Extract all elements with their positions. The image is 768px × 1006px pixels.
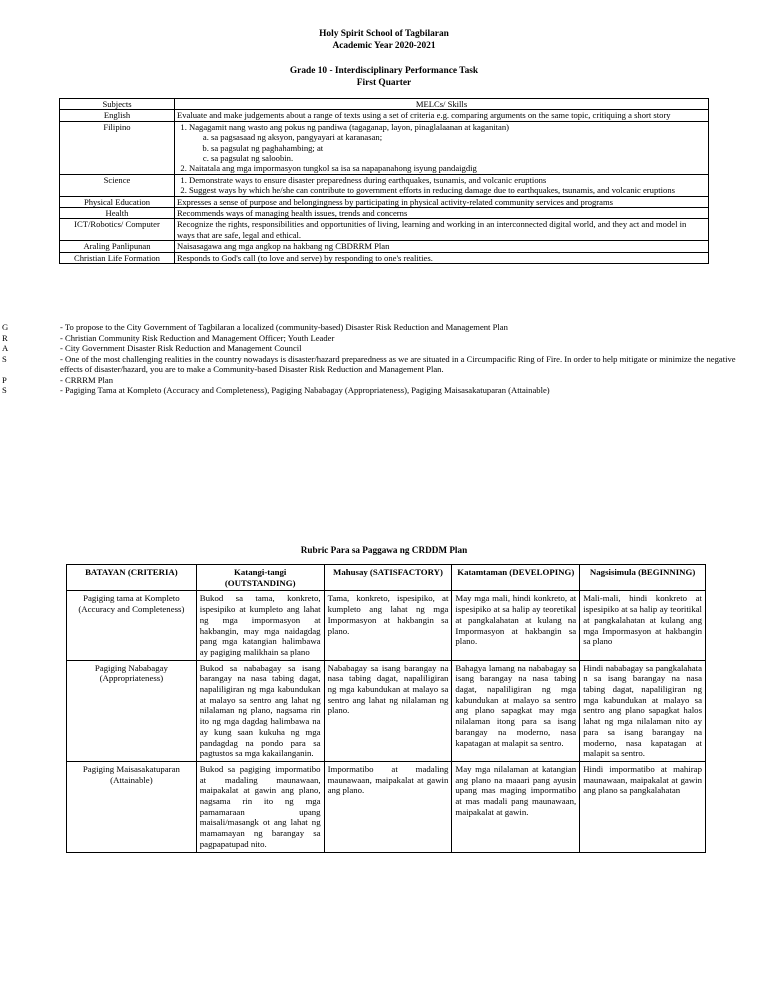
melc-text: Evaluate and make judgements about a range of texts using a set of criteria e.g. comparing arguments on the same topic, critiquing a short story bbox=[175, 110, 709, 121]
subjects-col-header: Subjects bbox=[60, 99, 175, 110]
table-row bbox=[67, 660, 706, 761]
rubric-cell-satisfactory: Impormatibo at madaling maunawaan, maipakalat at gawin ang plano. bbox=[324, 761, 452, 852]
grasps-text: - CRRRM Plan bbox=[60, 374, 114, 385]
grasps-letter: R bbox=[2, 332, 8, 343]
rubric-cell-developing: May mga mali, hindi konkreto, at ispesipiko at sa halip ay teoretikal at pangkalahatan at kulang na Impormasyon at hakbangin sa plano. bbox=[452, 591, 580, 660]
grasps-item bbox=[0, 333, 768, 344]
grasps-item bbox=[0, 354, 768, 375]
rubric-criteria: Pagiging Nababagay (Appropriateness) bbox=[67, 660, 197, 761]
rubric-criteria: Pagiging Maisasakatuparan (Attainable) bbox=[67, 761, 197, 852]
list-item: a. sa pagsasaad ng aksyon, pangyayari at karanasan; bbox=[211, 132, 706, 142]
subject-name: ICT/Robotics/ Computer bbox=[60, 219, 175, 241]
rubric-cell-outstanding: Bukod sa nababagay sa isang barangay na nasa tabing dagat, napaliligiran ng mga kabundukan at malayo sa sentro ang lahat ng nilalaman ng plano, nagsama rin ito ng mga dagdag halimbawa na ay kung saan kukuha ng mga pandagdag na pondo para sa pagtustos sa mga kakailanganin. bbox=[196, 660, 324, 761]
quarter: First Quarter bbox=[356, 78, 412, 88]
rubric-cell-outstanding: Bukod sa pagiging impormatibo at madaling maunawaan, maipakalat at gawin ang plano, nagsama rin ito ng mga pamamaraan upang maisali/masangk ot ang lahat ng mamamayan ng barangay sa pagpapatupad nito. bbox=[196, 761, 324, 852]
grasps-text: - One of the most challenging realities in the country nowadays is disaster/hazard preparedness as we are situated in a Circumpacific Ring of Fire. In order to help mitigate or minimize the negative effects of disaster/hazard, you are to make a Community-based Disaster Risk Reduction and Management Plan. bbox=[60, 353, 736, 374]
rubric-cell-beginning: Mali-mali, hindi konkreto at ispesipiko at sa halip ay teoritikal at pangkalahatan at kulang ang mga Impormasyon at hakbangin sa plano bbox=[580, 591, 706, 660]
grasps-item bbox=[0, 343, 768, 354]
melc-text: Naisasagawa ang mga angkop na hakbang ng CBDRRM Plan bbox=[175, 241, 709, 252]
subject-name: Araling Panlipunan bbox=[60, 241, 175, 252]
table-row bbox=[67, 761, 706, 852]
melc-list bbox=[175, 174, 709, 196]
rubric-cell-outstanding: Bukod sa tama, konkreto, ispesipiko at kumpleto ang lahat ng mga impormasyon at hakbangin, may mga naidagdag pang mga katangian halimbawa ay pagiging malikhain sa plano bbox=[196, 591, 324, 660]
grasps-list bbox=[0, 322, 768, 396]
rubric-col-header: Katamtaman (DEVELOPING) bbox=[452, 565, 580, 591]
melc-text: Expresses a sense of purpose and belongingness by participating in physical activity-related community services and programs bbox=[175, 196, 709, 207]
rubric-cell-developing: May mga nilalaman at katangian ang plano na maaari pang ayusin upang mas maging impormatibo at mas madali pang maunawaan, maipakalat at gawin. bbox=[452, 761, 580, 852]
subject-name: Health bbox=[60, 208, 175, 219]
grasps-item bbox=[0, 385, 768, 396]
melc-text: Recommends ways of managing health issues, trends and concerns bbox=[175, 208, 709, 219]
rubric-cell-beginning: Hindi nababagay sa pangkalahata n sa isang barangay na nasa tabing dagat, napaliligiran ng mga kabundukan at malayo sa sentro ang plano sapagkat halos lahat ng mga nilalaman nito ay para sa isang barangay na moderno, nasa kapatagan at malapit sa sentro. bbox=[580, 660, 706, 761]
rubric-col-header: BATAYAN (CRITERIA) bbox=[67, 565, 197, 591]
subject-name: Science bbox=[60, 174, 175, 196]
list-item-text: Nagagamit nang wasto ang pokus ng pandiwa (tagaganap, layon, pinaglalaanan at kaganitan) bbox=[189, 121, 510, 132]
rubric-col-header: Nagsisimula (BEGINNING) bbox=[580, 565, 706, 591]
grasps-letter: P bbox=[2, 374, 7, 385]
grasps-text: - Pagiging Tama at Kompleto (Accuracy and Completeness), Pagiging Nababagay (Appropriateness), Pagiging Maisasakatuparan (Attainable) bbox=[60, 385, 550, 395]
grasps-text: - To propose to the City Government of Tagbilaran a localized (community-based) Disaster Risk Reduction and Management Plan bbox=[60, 322, 508, 332]
table-row bbox=[60, 174, 709, 196]
rubric-col-header: Mahusay (SATISFACTORY) bbox=[324, 565, 452, 591]
rubric-cell-satisfactory: Tama, konkreto, ispesipiko, at kumpleto ang lahat ng mga Impormasyon at hakbangin sa plano. bbox=[324, 591, 452, 660]
subjects-header-row bbox=[60, 99, 709, 110]
table-row bbox=[60, 241, 709, 252]
table-row bbox=[60, 208, 709, 219]
rubric-cell-developing: Bahagya lamang na nababagay sa isang barangay na nasa tabing dagat, napaliligiran ng mga kabundukan at malayo sa sentro ang plano sapagkat may mga nilalaman itong para sa isang barangay na moderno, nasa kapatagan at malapit sa sentro. bbox=[452, 660, 580, 761]
list-item: c. sa pagsulat ng saloobin. bbox=[211, 153, 706, 163]
rubric-col-header: Katangi-tangi (OUTSTANDING) bbox=[196, 565, 324, 591]
rubric-table bbox=[66, 564, 706, 853]
melc-text: Responds to God's call (to love and serve) by responding to one's realities. bbox=[175, 252, 709, 263]
grasps-text: - Christian Community Risk Reduction and Management Officer; Youth Leader bbox=[60, 332, 335, 343]
table-row bbox=[60, 196, 709, 207]
list-item: 2. Naitatala ang mga impormasyon tungkol sa isa sa napapanahong isyung pandaigdig bbox=[189, 163, 706, 173]
academic-year: Academic Year 2020-2021 bbox=[332, 41, 436, 51]
grasps-letter: S bbox=[2, 353, 7, 364]
school-name: Holy Spirit School of Tagbilaran bbox=[319, 29, 449, 39]
list-item bbox=[189, 122, 706, 164]
list-item: 1. Demonstrate ways to ensure disaster preparedness during earthquakes, tsunamis, and volcanic eruptions bbox=[189, 175, 706, 185]
subject-name: Christian Life Formation bbox=[60, 252, 175, 263]
grasps-letter: S bbox=[2, 385, 7, 395]
rubric-cell-satisfactory: Nababagay sa isang barangay na nasa tabing dagat, napaliligiran ng mga kabundukan at malayo sa sentro ang lahat ng nilalaman ng plano. bbox=[324, 660, 452, 761]
rubric-header-row bbox=[67, 565, 706, 591]
rubric-cell-beginning: Hindi impormatibo at mahirap maunawaan, maipakalat at gawin ang plano sa pangkalahatan bbox=[580, 761, 706, 852]
grasps-text: - City Government Disaster Risk Reduction and Management Council bbox=[60, 343, 302, 353]
grasps-item bbox=[0, 375, 768, 386]
list-item: b. sa pagsulat ng paghahambing; at bbox=[211, 143, 706, 153]
table-row bbox=[67, 591, 706, 660]
rubric-title: Rubric Para sa Paggawa ng CRDDM Plan bbox=[300, 545, 468, 555]
table-row bbox=[60, 252, 709, 263]
subjects-table bbox=[59, 98, 709, 264]
melc-list bbox=[175, 121, 709, 174]
grasps-letter: A bbox=[2, 343, 9, 353]
subject-name: Filipino bbox=[60, 121, 175, 174]
table-row bbox=[60, 219, 709, 241]
subject-name: English bbox=[60, 110, 175, 121]
task-title: Grade 10 - Interdisciplinary Performance Task bbox=[289, 66, 479, 76]
table-row bbox=[60, 121, 709, 174]
grasps-letter: G bbox=[2, 322, 9, 332]
melcs-col-header: MELCs/ Skills bbox=[175, 99, 709, 110]
melc-text: Recognize the rights, responsibilities and opportunities of living, learning and working in an interconnected digital world, and they act and model in ways that are safe, legal and ethical. bbox=[175, 219, 709, 241]
list-item: 2. Suggest ways by which he/she can contribute to government efforts in reducing damage due to earthquakes, tsunamis, and volcanic eruptions bbox=[189, 185, 706, 195]
subject-name: Physical Education bbox=[60, 196, 175, 207]
rubric-criteria: Pagiging tama at Kompleto (Accuracy and Completeness) bbox=[67, 591, 197, 660]
table-row bbox=[60, 110, 709, 121]
grasps-item bbox=[0, 322, 768, 333]
